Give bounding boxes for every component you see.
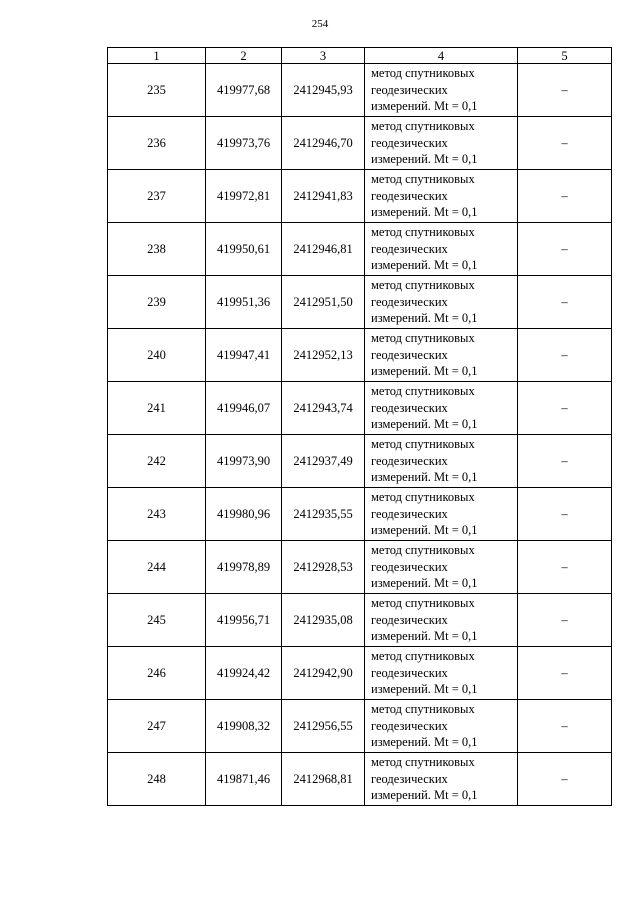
note-cell: – xyxy=(518,700,612,753)
table-row xyxy=(108,700,612,753)
method-cell xyxy=(365,700,518,753)
method-line: геодезических xyxy=(371,347,448,362)
y-coordinate-cell: 2412946,70 xyxy=(282,117,365,170)
x-coordinate-cell: 419972,81 xyxy=(206,170,282,223)
method-line: метод спутниковых xyxy=(371,225,475,240)
y-coordinate-cell: 2412935,55 xyxy=(282,488,365,541)
method-cell xyxy=(365,594,518,647)
point-number-cell: 247 xyxy=(108,700,206,753)
y-coordinate-cell: 2412968,81 xyxy=(282,753,365,806)
method-cell xyxy=(365,753,518,806)
table-row xyxy=(108,329,612,382)
point-number-cell: 242 xyxy=(108,435,206,488)
column-header-4: 4 xyxy=(365,48,518,64)
y-coordinate-cell: 2412943,74 xyxy=(282,382,365,435)
method-line: геодезических xyxy=(371,135,448,150)
method-line: геодезических xyxy=(371,771,448,786)
table-row xyxy=(108,117,612,170)
method-line: измерений. Mt = 0,1 xyxy=(371,629,478,644)
method-line: геодезических xyxy=(371,294,448,309)
page-number: 254 xyxy=(311,18,329,30)
y-coordinate-cell: 2412952,13 xyxy=(282,329,365,382)
y-coordinate-cell: 2412935,08 xyxy=(282,594,365,647)
method-line: измерений. Mt = 0,1 xyxy=(371,788,478,803)
point-number-cell: 246 xyxy=(108,647,206,700)
table-row xyxy=(108,170,612,223)
method-line: измерений. Mt = 0,1 xyxy=(371,364,478,379)
method-line: измерений. Mt = 0,1 xyxy=(371,470,478,485)
method-line: измерений. Mt = 0,1 xyxy=(371,735,478,750)
note-cell: – xyxy=(518,594,612,647)
note-cell: – xyxy=(518,647,612,700)
note-cell: – xyxy=(518,276,612,329)
x-coordinate-cell: 419871,46 xyxy=(206,753,282,806)
x-coordinate-cell: 419978,89 xyxy=(206,541,282,594)
method-line: геодезических xyxy=(371,506,448,521)
method-line: измерений. Mt = 0,1 xyxy=(371,523,478,538)
method-cell xyxy=(365,435,518,488)
method-cell xyxy=(365,541,518,594)
method-line: метод спутниковых xyxy=(371,66,475,81)
y-coordinate-cell: 2412928,53 xyxy=(282,541,365,594)
method-cell xyxy=(365,647,518,700)
y-coordinate-cell: 2412946,81 xyxy=(282,223,365,276)
method-line: измерений. Mt = 0,1 xyxy=(371,576,478,591)
table-row xyxy=(108,753,612,806)
note-cell: – xyxy=(518,223,612,276)
point-number-cell: 235 xyxy=(108,64,206,117)
method-line: геодезических xyxy=(371,453,448,468)
point-number-cell: 240 xyxy=(108,329,206,382)
method-line: геодезических xyxy=(371,665,448,680)
method-line: геодезических xyxy=(371,82,448,97)
table-row xyxy=(108,647,612,700)
y-coordinate-cell: 2412945,93 xyxy=(282,64,365,117)
x-coordinate-cell: 419973,90 xyxy=(206,435,282,488)
method-line: измерений. Mt = 0,1 xyxy=(371,417,478,432)
point-number-cell: 238 xyxy=(108,223,206,276)
method-line: измерений. Mt = 0,1 xyxy=(371,205,478,220)
x-coordinate-cell: 419977,68 xyxy=(206,64,282,117)
y-coordinate-cell: 2412956,55 xyxy=(282,700,365,753)
note-cell: – xyxy=(518,488,612,541)
method-cell xyxy=(365,170,518,223)
method-cell xyxy=(365,223,518,276)
note-cell: – xyxy=(518,753,612,806)
method-line: измерений. Mt = 0,1 xyxy=(371,258,478,273)
point-number-cell: 237 xyxy=(108,170,206,223)
note-cell: – xyxy=(518,170,612,223)
note-cell: – xyxy=(518,117,612,170)
note-cell: – xyxy=(518,329,612,382)
table-row xyxy=(108,276,612,329)
table-row xyxy=(108,64,612,117)
note-cell: – xyxy=(518,435,612,488)
x-coordinate-cell: 419908,32 xyxy=(206,700,282,753)
column-header-5: 5 xyxy=(518,48,612,64)
note-cell: – xyxy=(518,382,612,435)
x-coordinate-cell: 419924,42 xyxy=(206,647,282,700)
table-body xyxy=(108,64,612,806)
point-number-cell: 236 xyxy=(108,117,206,170)
method-line: измерений. Mt = 0,1 xyxy=(371,152,478,167)
method-line: геодезических xyxy=(371,188,448,203)
y-coordinate-cell: 2412937,49 xyxy=(282,435,365,488)
method-line: метод спутниковых xyxy=(371,755,475,770)
x-coordinate-cell: 419973,76 xyxy=(206,117,282,170)
x-coordinate-cell: 419951,36 xyxy=(206,276,282,329)
method-cell xyxy=(365,64,518,117)
column-header-3: 3 xyxy=(282,48,365,64)
method-line: метод спутниковых xyxy=(371,384,475,399)
method-line: метод спутниковых xyxy=(371,490,475,505)
method-line: метод спутниковых xyxy=(371,119,475,134)
method-cell xyxy=(365,329,518,382)
x-coordinate-cell: 419947,41 xyxy=(206,329,282,382)
table-header-row xyxy=(108,48,612,64)
method-cell xyxy=(365,117,518,170)
method-line: геодезических xyxy=(371,718,448,733)
point-number-cell: 241 xyxy=(108,382,206,435)
method-cell xyxy=(365,488,518,541)
table-row xyxy=(108,594,612,647)
x-coordinate-cell: 419980,96 xyxy=(206,488,282,541)
method-line: метод спутниковых xyxy=(371,331,475,346)
table-row xyxy=(108,488,612,541)
x-coordinate-cell: 419950,61 xyxy=(206,223,282,276)
x-coordinate-cell: 419956,71 xyxy=(206,594,282,647)
point-number-cell: 243 xyxy=(108,488,206,541)
coordinates-table xyxy=(107,47,612,806)
method-line: метод спутниковых xyxy=(371,649,475,664)
method-line: геодезических xyxy=(371,241,448,256)
point-number-cell: 239 xyxy=(108,276,206,329)
method-line: метод спутниковых xyxy=(371,702,475,717)
method-line: метод спутниковых xyxy=(371,437,475,452)
y-coordinate-cell: 2412942,90 xyxy=(282,647,365,700)
method-line: метод спутниковых xyxy=(371,278,475,293)
method-line: метод спутниковых xyxy=(371,543,475,558)
column-header-1: 1 xyxy=(108,48,206,64)
table-row xyxy=(108,382,612,435)
x-coordinate-cell: 419946,07 xyxy=(206,382,282,435)
method-line: метод спутниковых xyxy=(371,596,475,611)
method-line: метод спутниковых xyxy=(371,172,475,187)
y-coordinate-cell: 2412941,83 xyxy=(282,170,365,223)
table-row xyxy=(108,541,612,594)
method-line: измерений. Mt = 0,1 xyxy=(371,682,478,697)
point-number-cell: 244 xyxy=(108,541,206,594)
method-line: геодезических xyxy=(371,612,448,627)
point-number-cell: 245 xyxy=(108,594,206,647)
method-line: геодезических xyxy=(371,559,448,574)
note-cell: – xyxy=(518,64,612,117)
table-row xyxy=(108,223,612,276)
method-line: измерений. Mt = 0,1 xyxy=(371,311,478,326)
method-cell xyxy=(365,382,518,435)
method-cell xyxy=(365,276,518,329)
y-coordinate-cell: 2412951,50 xyxy=(282,276,365,329)
method-line: измерений. Mt = 0,1 xyxy=(371,99,478,114)
method-line: геодезических xyxy=(371,400,448,415)
table-row xyxy=(108,435,612,488)
column-header-2: 2 xyxy=(206,48,282,64)
note-cell: – xyxy=(518,541,612,594)
point-number-cell: 248 xyxy=(108,753,206,806)
